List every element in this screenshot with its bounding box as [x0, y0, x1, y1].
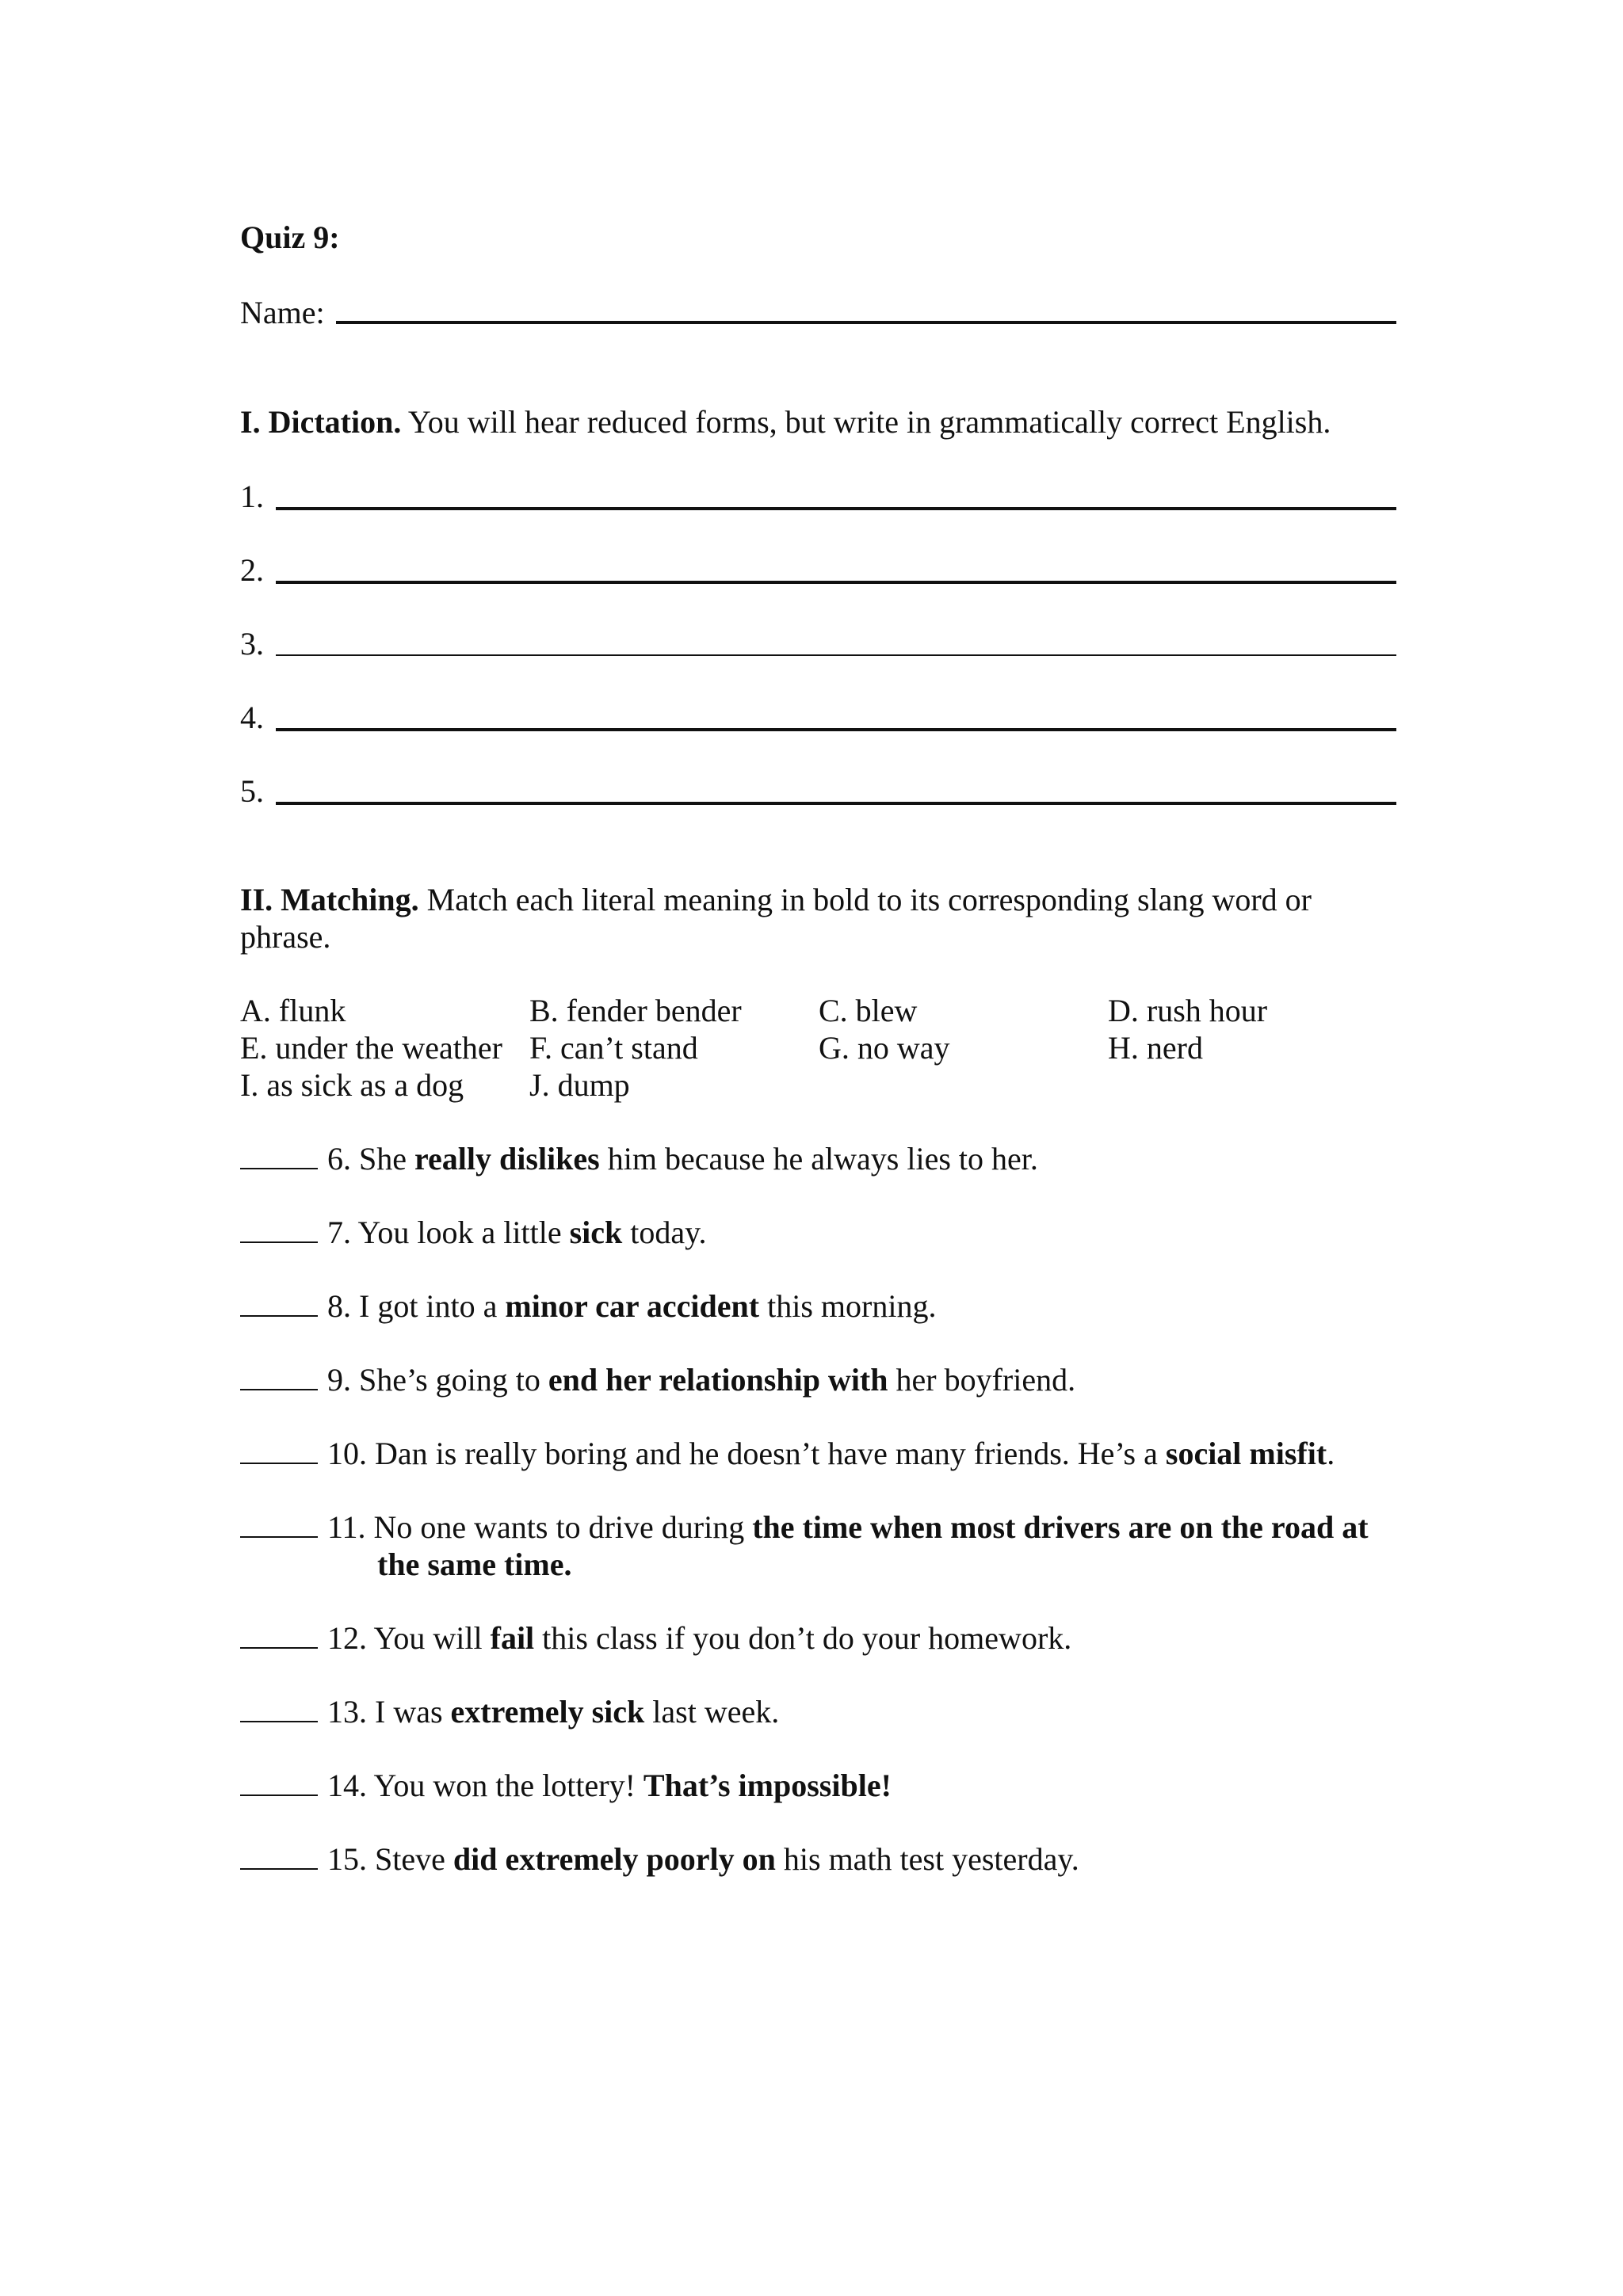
question-7	[240, 1214, 1397, 1251]
question-10	[240, 1435, 1397, 1472]
question-12-text-end: this class if you don’t do your homework.	[534, 1620, 1072, 1656]
question-7-text-end: today.	[622, 1215, 707, 1250]
option-d: D. rush hour	[1108, 993, 1268, 1028]
question-13	[240, 1693, 1397, 1730]
section2-heading	[240, 881, 1397, 918]
question-9-text-end: her boyfriend.	[888, 1362, 1076, 1398]
section1-heading	[240, 403, 1397, 441]
answer-blank-11[interactable]	[240, 1512, 318, 1538]
option-e: E. under the weather	[240, 1030, 502, 1066]
question-12-bold: fail	[490, 1620, 535, 1656]
answer-blank-9[interactable]	[240, 1365, 318, 1390]
question-6-bold: really dislikes	[414, 1141, 600, 1177]
answer-blank-15[interactable]	[240, 1844, 318, 1870]
question-8	[240, 1287, 1397, 1325]
dictation-line-4[interactable]	[276, 728, 1396, 731]
option-b: B. fender bender	[529, 993, 742, 1028]
quiz-title: Quiz 9:	[240, 219, 340, 255]
question-10-bold: social misfit	[1165, 1436, 1327, 1471]
question-14-text: 14. You won the lottery!	[327, 1768, 643, 1803]
dictation-label-3: 3.	[240, 626, 264, 662]
question-14-bold: That’s impossible!	[643, 1768, 892, 1803]
question-6-text: 6. She	[327, 1141, 414, 1177]
question-13-text: 13. I was	[327, 1694, 451, 1730]
question-9-text: 9. She’s going to	[327, 1362, 548, 1398]
question-9-bold: end her relationship with	[548, 1362, 888, 1398]
question-8-bold: minor car accident	[505, 1288, 760, 1324]
question-6-text-end: him because he always lies to her.	[599, 1141, 1038, 1177]
option-i: I. as sick as a dog	[240, 1067, 464, 1103]
question-11	[240, 1508, 1397, 1546]
question-13-bold: extremely sick	[450, 1694, 645, 1730]
question-7-text: 7. You look a little	[327, 1215, 570, 1250]
question-8-text: 8. I got into a	[327, 1288, 506, 1324]
option-g: G. no way	[819, 1030, 950, 1066]
question-11-bold: the time when most drivers are on the road at	[752, 1509, 1369, 1545]
name-label: Name:	[240, 295, 325, 330]
question-6	[240, 1140, 1397, 1177]
option-c: C. blew	[819, 993, 918, 1028]
question-10-text: 10. Dan is really boring and he doesn’t have many friends. He’s a	[327, 1436, 1166, 1471]
option-f: F. can’t stand	[529, 1030, 698, 1066]
name-field[interactable]	[336, 321, 1396, 324]
dictation-line-2[interactable]	[276, 581, 1396, 584]
section1-heading-bold: I. Dictation.	[240, 404, 402, 440]
answer-blank-10[interactable]	[240, 1439, 318, 1464]
question-9	[240, 1361, 1397, 1398]
dictation-label-5: 5.	[240, 773, 264, 809]
option-h: H. nerd	[1108, 1030, 1203, 1066]
option-a: A. flunk	[240, 993, 346, 1028]
section2-heading-text: Match each literal meaning in bold to its corresponding slang word or	[418, 882, 1312, 917]
dictation-line-5[interactable]	[276, 802, 1396, 805]
section1-heading-text: You will hear reduced forms, but write in grammatically correct English.	[401, 404, 1331, 440]
question-15-text-end: his math test yesterday.	[775, 1841, 1079, 1877]
question-15	[240, 1840, 1397, 1878]
option-j: J. dump	[529, 1067, 630, 1103]
dictation-label-2: 2.	[240, 552, 264, 588]
dictation-label-4: 4.	[240, 700, 264, 735]
question-10-text-end: .	[1327, 1436, 1335, 1471]
question-12-text: 12. You will	[327, 1620, 491, 1656]
answer-blank-6[interactable]	[240, 1144, 318, 1169]
question-13-text-end: last week.	[644, 1694, 780, 1730]
section2-heading-cont: phrase.	[240, 919, 331, 955]
dictation-line-1[interactable]	[276, 507, 1396, 510]
dictation-line-3[interactable]	[276, 654, 1396, 656]
question-14	[240, 1767, 1397, 1804]
question-8-text-end: this morning.	[759, 1288, 937, 1324]
section2-heading-bold: II. Matching.	[240, 882, 419, 917]
answer-blank-14[interactable]	[240, 1771, 318, 1796]
answer-blank-13[interactable]	[240, 1697, 318, 1722]
question-11-bold-cont: the same time.	[377, 1547, 572, 1582]
question-7-bold: sick	[569, 1215, 623, 1250]
question-11-text: 11. No one wants to drive during	[327, 1509, 753, 1545]
question-15-text: 15. Steve	[327, 1841, 453, 1877]
dictation-label-1: 1.	[240, 479, 264, 514]
answer-blank-7[interactable]	[240, 1218, 318, 1243]
question-15-bold: did extremely poorly on	[453, 1841, 776, 1877]
question-12	[240, 1619, 1397, 1657]
answer-blank-12[interactable]	[240, 1623, 318, 1649]
answer-blank-8[interactable]	[240, 1291, 318, 1317]
